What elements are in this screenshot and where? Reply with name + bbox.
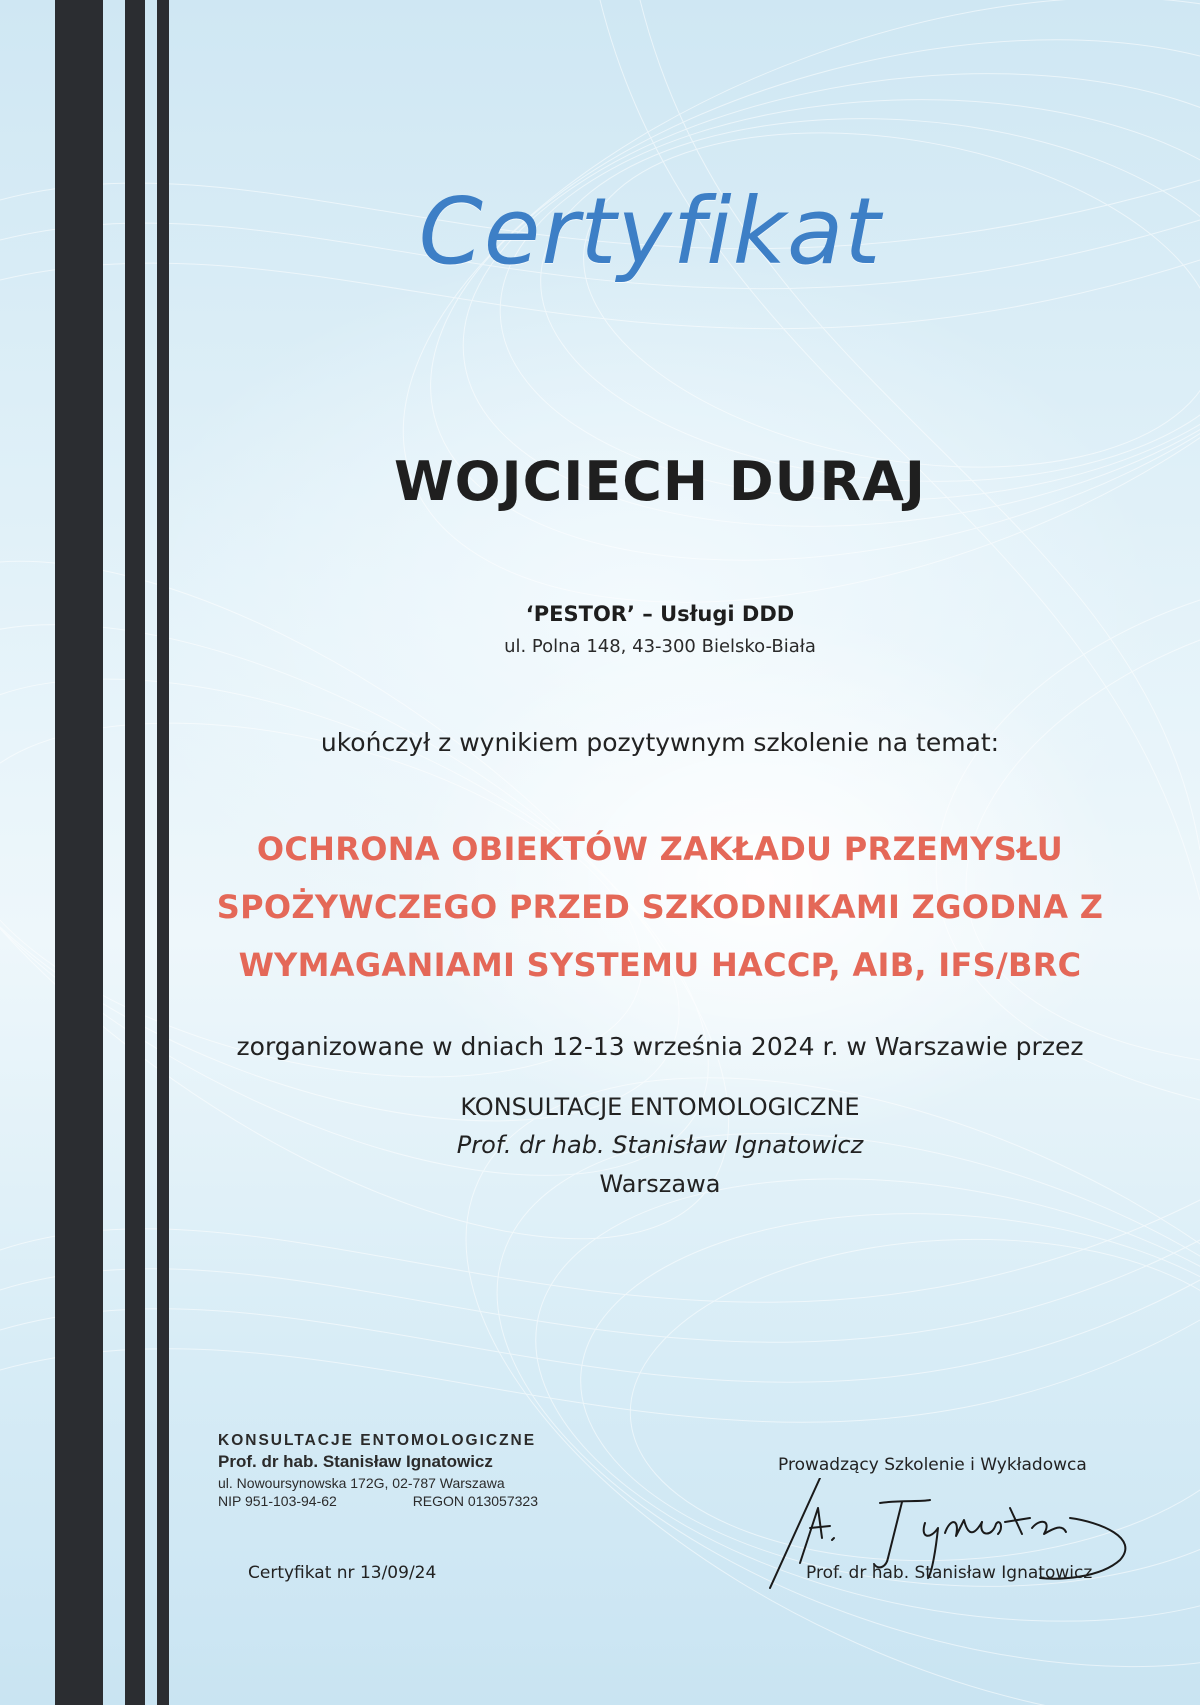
stamp-regon: REGON 013057323 — [412, 1493, 538, 1509]
stamp-line-address: ul. Nowoursynowska 172G, 02-787 Warszawa — [218, 1475, 505, 1491]
organizer-name: KONSULTACJE ENTOMOLOGICZNE — [460, 1093, 860, 1121]
organizer-city: Warszawa — [599, 1170, 721, 1198]
company-address: ul. Polna 148, 43-300 Bielsko-Biała — [504, 636, 816, 657]
signatory-name: Prof. dr hab. Stanisław Ignatowicz — [806, 1563, 1093, 1583]
recipient-name: WOJCIECH DURAJ — [394, 450, 926, 513]
organizer-person: Prof. dr hab. Stanisław Ignatowicz — [456, 1131, 864, 1159]
completion-text: ukończył z wynikiem pozytywnym szkolenie na temat: — [320, 728, 1000, 757]
decorative-stripe-wide — [55, 0, 103, 1705]
topic-line: OCHRONA OBIEKTÓW ZAKŁADU PRZEMYSŁU — [256, 830, 1064, 868]
certificate-number: Certyfikat nr 13/09/24 — [248, 1563, 437, 1583]
stamp-line-person: Prof. dr hab. Stanisław Ignatowicz — [218, 1452, 493, 1471]
topic-line: SPOŻYWCZEGO PRZED SZKODNIKAMI ZGODNA Z — [216, 888, 1104, 926]
organizer-stamp — [218, 1432, 538, 1509]
training-topic — [100, 820, 1200, 994]
certificate-title: Certyfikat — [418, 178, 882, 285]
organized-text: zorganizowane w dniach 12-13 września 2024 r. w Warszawie przez — [236, 1032, 1084, 1061]
stamp-line-organization: KONSULTACJE ENTOMOLOGICZNE — [218, 1432, 537, 1449]
stamp-line-ids — [218, 1493, 538, 1509]
topic-line: WYMAGANIAMI SYSTEMU HACCP, AIB, IFS/BRC — [238, 946, 1082, 984]
stamp-nip: NIP 951-103-94-62 — [218, 1493, 337, 1509]
company-name: ‘PESTOR’ – Usługi DDD — [525, 602, 795, 626]
signatory-role: Prowadzący Szkolenie i Wykładowca — [778, 1455, 1087, 1475]
